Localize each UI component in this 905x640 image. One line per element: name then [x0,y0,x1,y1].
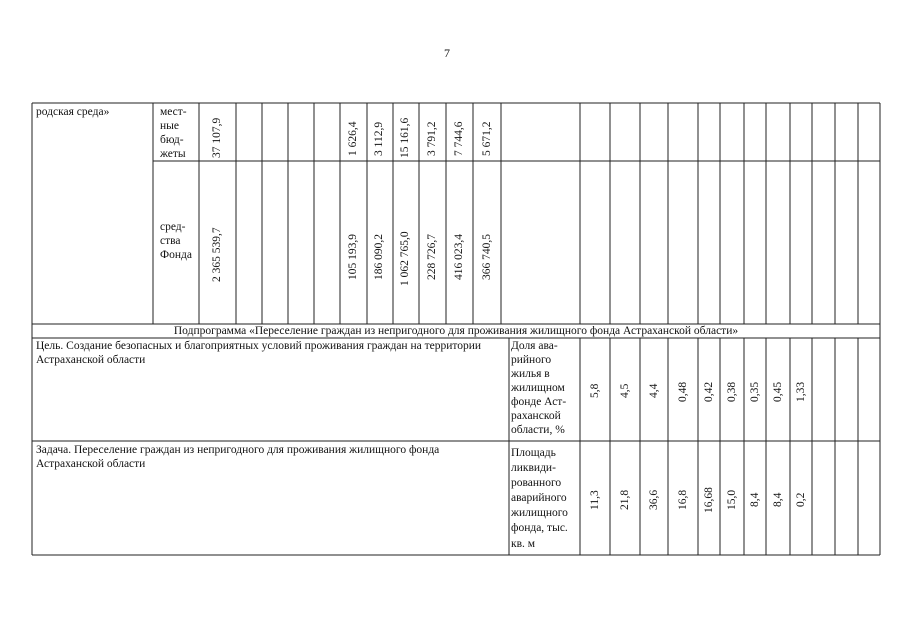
indicator-value: 4,4 [648,383,660,398]
indicator-value: 0,42 [703,381,715,402]
indicator-line: фонде Аст- [511,396,567,408]
indicator-value: 15,0 [726,489,738,510]
section-label: родская среда» [36,106,110,118]
indicator-line: ликвиди- [511,462,556,474]
indicator-value: 8,4 [772,492,784,507]
year-value: 3 791,2 [426,121,438,156]
source-line: сред- [160,221,186,233]
year-value: 228 726,7 [426,234,438,280]
indicator-line: аварийного [511,492,567,504]
year-value: 186 090,2 [373,234,385,280]
year-value: 5 671,2 [481,121,493,156]
goal-text: Цель. Создание безопасных и благоприятных условий проживания граждан на территории Астраханской области [36,340,482,366]
indicator-value: 16,68 [703,487,715,513]
indicator-value: 0,48 [677,381,689,402]
total-value: 2 365 539,7 [211,227,223,282]
indicator-value: 36,6 [648,489,660,510]
indicator-value: 8,4 [749,492,761,507]
source-line: ства [160,235,181,247]
indicator-value: 21,8 [619,489,631,510]
source-line: бюд- [160,134,184,146]
source-line: жеты [160,148,186,160]
indicator-value: 16,8 [677,489,689,510]
indicator-line: жилья в [511,368,550,380]
year-value: 7 744,6 [453,121,465,156]
indicator-line: Площадь [511,447,556,459]
year-value: 3 112,9 [373,121,385,156]
source-line: мест- [160,106,187,118]
indicator-line: рованного [511,477,562,489]
indicator-value: 11,3 [589,490,601,510]
indicator-line: фонда, тыс. [511,522,568,534]
indicator-value: 0,45 [772,381,784,402]
page-number: 7 [444,46,450,60]
indicator-value: 0,2 [795,492,807,507]
year-value: 366 740,5 [481,234,493,280]
year-value: 416 023,4 [453,234,465,280]
indicator-line: жилищном [511,382,565,394]
source-line: ные [160,120,179,132]
indicator-line: кв. м [511,538,536,550]
year-value: 15 161,6 [399,117,411,158]
source-line: Фонда [160,249,192,261]
indicator-line: области, % [511,424,565,436]
indicator-value: 0,35 [749,381,761,402]
indicator-line: Доля ава- [511,340,558,352]
total-value: 37 107,9 [211,117,223,158]
indicator-line: раханской [511,410,561,422]
indicator-line: жилищного [511,507,568,519]
year-value: 105 193,9 [347,234,359,280]
year-value: 1 062 765,0 [399,231,411,286]
indicator-line: рийного [511,354,552,366]
indicator-value: 0,38 [726,381,738,402]
task-text: Задача. Переселение граждан из непригодного для проживания жилищного фонда Астраханской области [36,444,440,470]
indicator-value: 1,33 [795,381,807,402]
indicator-value: 5,8 [589,383,601,398]
subprogram-title: Подпрограмма «Переселение граждан из непригодного для проживания жилищного фонда Астраханской области» [173,325,739,337]
year-value: 1 626,4 [347,121,359,156]
indicator-value: 4,5 [619,383,631,398]
